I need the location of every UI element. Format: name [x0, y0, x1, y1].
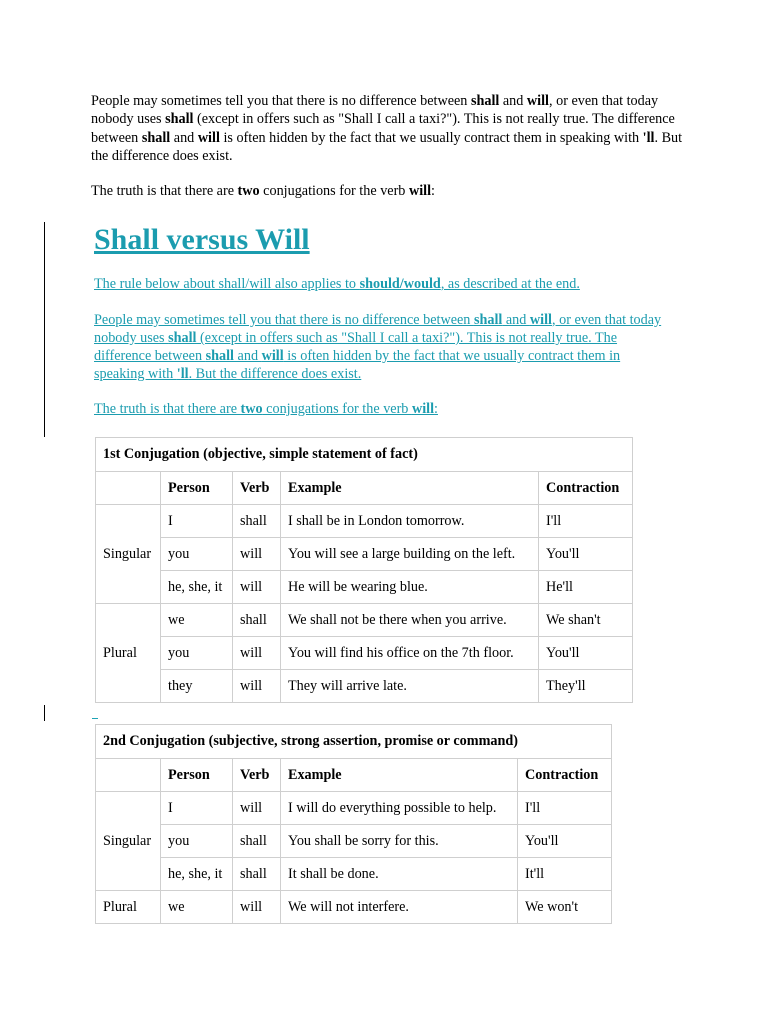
- verb-cell: will: [233, 792, 281, 825]
- person-cell: you: [161, 825, 233, 858]
- intro-conjugations-sentence: [91, 182, 691, 200]
- contraction-cell: You'll: [539, 538, 633, 571]
- column-header: Person: [161, 472, 233, 505]
- rule-note-link[interactable]: [94, 275, 674, 293]
- verb-cell: shall: [233, 604, 281, 637]
- bold-term: 'll: [642, 129, 655, 146]
- text-run: , or even that today nobody uses: [91, 93, 659, 128]
- text-run: is often hidden by the fact that we usually contract them in speaking with: [94, 348, 621, 382]
- text-run: (except in offers such as "Shall I call a taxi?"). This is not really true. The difference between: [91, 111, 675, 146]
- person-cell: you: [161, 538, 233, 571]
- text-cursor-bar: [44, 222, 45, 437]
- table-caption-row: [96, 438, 633, 472]
- bold-term: will: [408, 183, 432, 199]
- table-row: [96, 604, 633, 637]
- text-run: is often hidden by the fact that we usually contract them in speaking with: [219, 129, 643, 146]
- contraction-cell: You'll: [539, 637, 633, 670]
- table-row: [96, 792, 612, 825]
- contraction-cell: He'll: [539, 571, 633, 604]
- example-cell: We will not interfere.: [281, 891, 518, 924]
- person-cell: he, she, it: [161, 858, 233, 891]
- text-run: (except in offers such as "Shall I call a taxi?"). This is not really true. The difference between: [94, 330, 618, 364]
- table-caption-row: [96, 725, 612, 759]
- table-row: [96, 858, 612, 891]
- bold-term: two: [240, 401, 263, 417]
- bold-term: two: [237, 183, 260, 199]
- bold-term: will: [261, 348, 284, 364]
- table-caption: 1st Conjugation (objective, simple statement of fact): [96, 438, 633, 472]
- text-run: People may sometimes tell you that there is no difference between: [91, 93, 471, 109]
- table-row: [96, 825, 612, 858]
- column-header: Example: [281, 472, 539, 505]
- example-cell: They will arrive late.: [281, 670, 539, 703]
- text-run: conjugations for the verb: [262, 401, 412, 417]
- example-cell: I shall be in London tomorrow.: [281, 505, 539, 538]
- verb-cell: shall: [233, 505, 281, 538]
- person-cell: we: [161, 891, 233, 924]
- group-label: Singular: [96, 792, 161, 891]
- bold-term: will: [411, 401, 435, 417]
- table-header-row: [96, 472, 633, 505]
- example-cell: We shall not be there when you arrive.: [281, 604, 539, 637]
- person-cell: he, she, it: [161, 571, 233, 604]
- text-run: . But the difference does exist.: [91, 129, 683, 164]
- text-run: conjugations for the verb: [259, 183, 409, 199]
- bold-term: will: [197, 129, 220, 146]
- table-row: [96, 571, 633, 604]
- column-header: Example: [281, 759, 518, 792]
- bold-term: 'll: [176, 366, 189, 382]
- bold-term: shall: [141, 129, 171, 146]
- column-header: Contraction: [539, 472, 633, 505]
- bold-term: will: [529, 312, 552, 328]
- link-fragment: [92, 718, 98, 719]
- bold-term: should/would: [359, 276, 441, 292]
- bold-term: shall: [165, 111, 194, 128]
- person-cell: we: [161, 604, 233, 637]
- column-header: Verb: [233, 472, 281, 505]
- table-caption: 2nd Conjugation (subjective, strong assertion, promise or command): [96, 725, 612, 759]
- example-cell: You shall be sorry for this.: [281, 825, 518, 858]
- verb-cell: will: [233, 670, 281, 703]
- bold-term: shall: [473, 312, 503, 328]
- example-cell: You will find his office on the 7th floor.: [281, 637, 539, 670]
- group-label: Singular: [96, 505, 161, 604]
- article-title-link[interactable]: Shall versus Will: [94, 223, 310, 256]
- example-cell: He will be wearing blue.: [281, 571, 539, 604]
- article-conjugations-link[interactable]: [94, 400, 674, 418]
- text-run: :: [431, 183, 435, 199]
- text-cursor-bar-lower: [44, 705, 45, 721]
- example-cell: You will see a large building on the left.: [281, 538, 539, 571]
- text-run: The truth is that there are: [91, 183, 238, 199]
- column-header: [96, 759, 161, 792]
- example-cell: It shall be done.: [281, 858, 518, 891]
- bold-term: will: [526, 93, 549, 109]
- contraction-cell: I'll: [539, 505, 633, 538]
- table-row: [96, 538, 633, 571]
- column-header: Verb: [233, 759, 281, 792]
- text-run: , as described at the end.: [440, 276, 580, 292]
- table-row: [96, 505, 633, 538]
- bold-term: shall: [168, 330, 197, 346]
- text-run: The truth is that there are: [94, 401, 241, 417]
- contraction-cell: You'll: [518, 825, 612, 858]
- text-run: The rule below about shall/will also applies to: [94, 276, 360, 292]
- column-header: Person: [161, 759, 233, 792]
- first-conjugation-table: [95, 437, 633, 703]
- column-header: [96, 472, 161, 505]
- group-label: Plural: [96, 604, 161, 703]
- group-label: Plural: [96, 891, 161, 924]
- bold-term: shall: [470, 93, 500, 109]
- table-header-row: [96, 759, 612, 792]
- contraction-cell: They'll: [539, 670, 633, 703]
- text-run: and: [234, 348, 262, 364]
- verb-cell: will: [233, 571, 281, 604]
- verb-cell: shall: [233, 825, 281, 858]
- text-run: :: [434, 401, 438, 417]
- text-run: and: [170, 129, 198, 146]
- intro-paragraph: [91, 92, 691, 165]
- example-cell: I will do everything possible to help.: [281, 792, 518, 825]
- person-cell: you: [161, 637, 233, 670]
- table-row: [96, 670, 633, 703]
- bold-term: shall: [205, 348, 234, 364]
- second-conjugation-table: [95, 724, 612, 924]
- person-cell: I: [161, 505, 233, 538]
- verb-cell: will: [233, 538, 281, 571]
- person-cell: they: [161, 670, 233, 703]
- contraction-cell: We won't: [518, 891, 612, 924]
- article-intro-link[interactable]: [94, 311, 674, 383]
- text-run: and: [502, 312, 530, 328]
- verb-cell: will: [233, 637, 281, 670]
- text-run: . But the difference does exist.: [188, 366, 362, 382]
- text-run: and: [499, 93, 527, 109]
- text-run: People may sometimes tell you that there is no difference between: [94, 312, 474, 328]
- column-header: Contraction: [518, 759, 612, 792]
- verb-cell: shall: [233, 858, 281, 891]
- table-row: [96, 637, 633, 670]
- contraction-cell: We shan't: [539, 604, 633, 637]
- verb-cell: will: [233, 891, 281, 924]
- contraction-cell: I'll: [518, 792, 612, 825]
- contraction-cell: It'll: [518, 858, 612, 891]
- person-cell: I: [161, 792, 233, 825]
- table-row: [96, 891, 612, 924]
- text-run: , or even that today nobody uses: [94, 312, 662, 346]
